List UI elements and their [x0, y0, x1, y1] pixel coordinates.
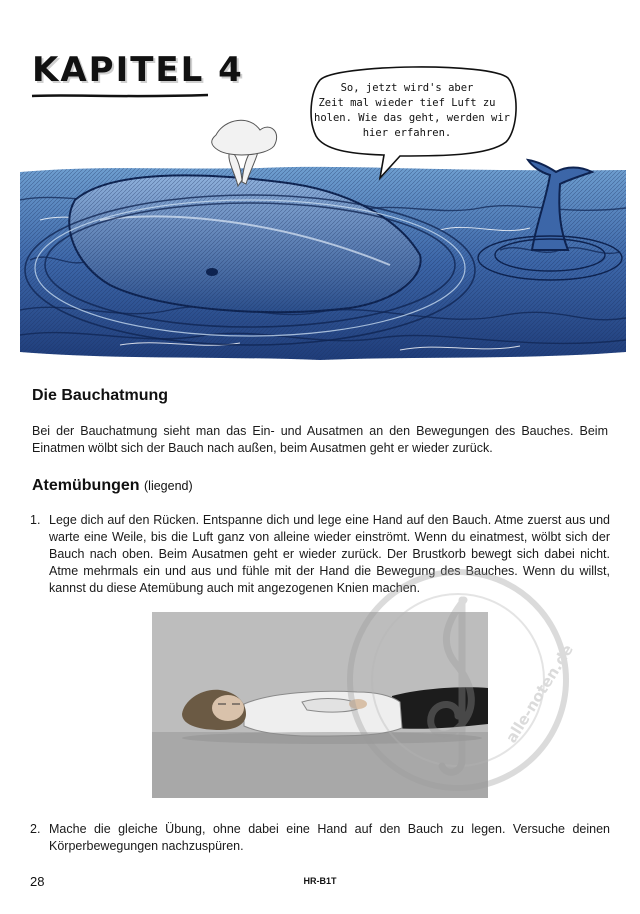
- heading-note: (liegend): [144, 479, 193, 493]
- list-item-number: 2.: [30, 822, 41, 836]
- list-item-text: Mache die gleiche Übung, ohne dabei eine Hand auf den Bauch zu legen. Versuche deinen Körperbewegungen nachzuspüren.: [49, 822, 610, 853]
- watermark-logo: [338, 560, 578, 800]
- speech-line: hier erfahren.: [362, 127, 452, 139]
- chapter-underline: [30, 93, 210, 99]
- section-heading-bauchatmung: Die Bauchatmung: [32, 387, 169, 404]
- speech-line: Zeit mal wieder tief Luft zu: [318, 97, 496, 109]
- list-item-text: Lege dich auf den Rücken. Entspanne dich und lege eine Hand auf den Bauch. Atme zuerst aus und warte eine Weile, bis die Luft ganz von alleine wieder einströmt. Wenn du einatmest, wölbt sich der Bauch nach oben. Beim Ausatmen geht er wieder zurück. Der Brustkorb bewegt sich dabei nicht. Atme mehrmals ein und aus und fühle mit der Hand die Bewegung des Bauches. Wenn du willst, kannst du diese Atemübung auch mit angezogenen Knien machen.: [49, 513, 610, 595]
- speech-line: So, jetzt wird's aber: [340, 82, 474, 94]
- heading-text: Atemübungen: [32, 477, 140, 494]
- section-paragraph: Bei der Bauchatmung sieht man das Ein- und Ausatmen an den Bewegungen des Bauches. Beim Einatmen wölbt sich der Bauch nach außen, beim Ausatmen geht er wieder zurück.: [32, 424, 608, 455]
- speech-line: holen. Wie das geht, werden wir: [314, 112, 510, 124]
- watermark-text: alle-noten.de: [502, 641, 577, 747]
- speech-bubble-text: [314, 81, 510, 141]
- section-heading-atemuebungen: [32, 477, 193, 495]
- chapter-title: KAPITEL 4: [32, 50, 244, 90]
- page-number: 28: [30, 874, 45, 889]
- list-item-number: 1.: [30, 513, 41, 527]
- footer-code: HR-B1T: [303, 876, 337, 886]
